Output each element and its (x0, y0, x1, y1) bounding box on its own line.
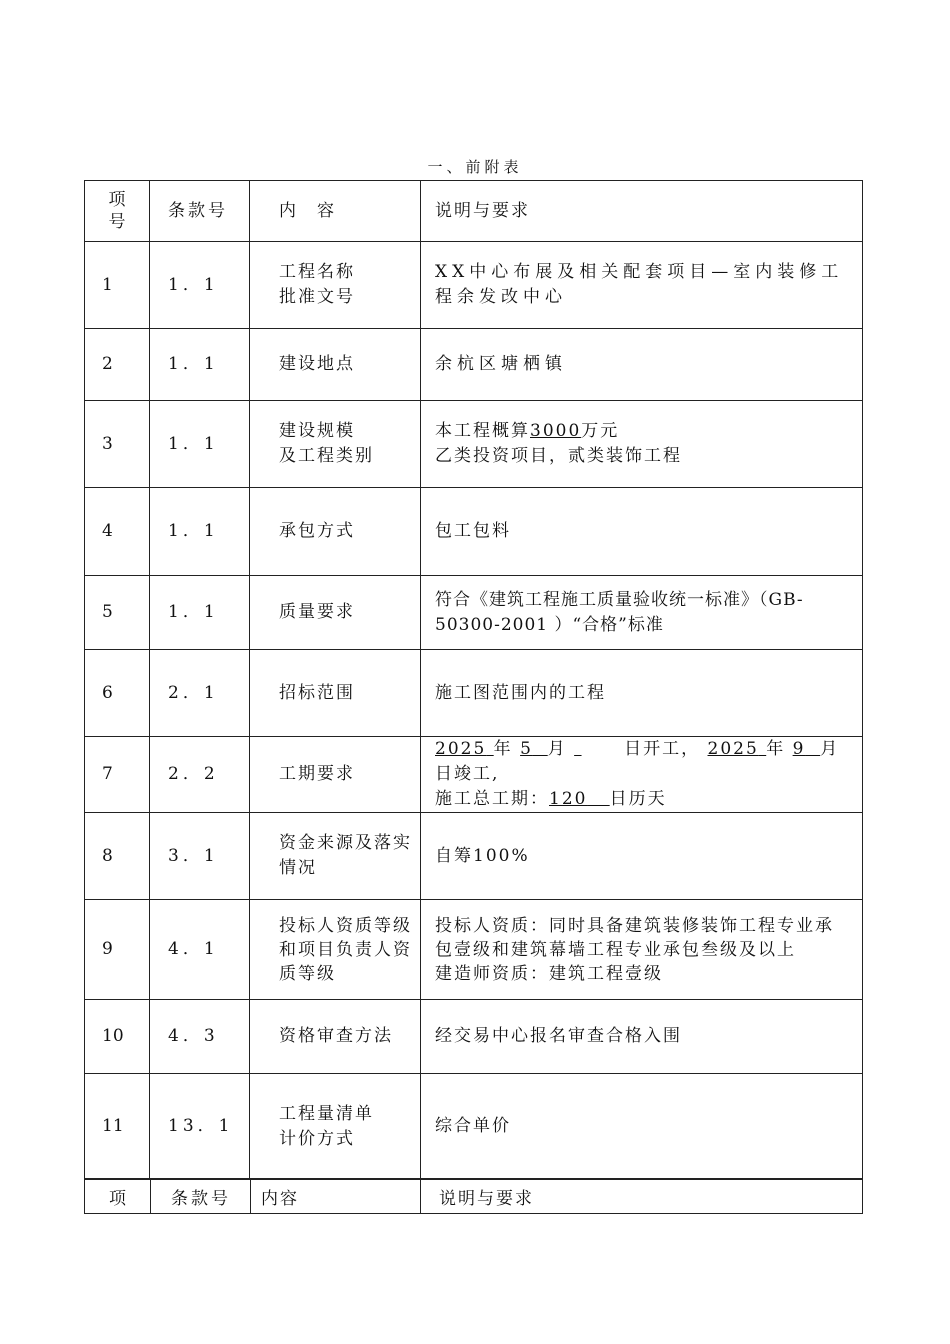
row-number: 9 (85, 900, 150, 1000)
row-description: 符合《建筑工程施工质量验收统一标准》（GB-50300-2001 ）“合格”标准 (421, 576, 863, 650)
row-clause: 1．1 (150, 488, 250, 576)
row-description: 综合单价 (421, 1074, 863, 1180)
footer-item-no: 项 (85, 1179, 151, 1214)
row-description: 余杭区塘栖镇 (421, 329, 863, 401)
row-number: 8 (85, 813, 150, 900)
row-clause: 1．1 (150, 329, 250, 401)
row-clause: 4．3 (150, 1000, 250, 1074)
table-row (85, 737, 863, 813)
page-title: 一、前附表 (427, 158, 523, 176)
row-item: 资格审查方法 (250, 1000, 421, 1074)
row-number: 1 (85, 242, 150, 329)
row-clause: 1．1 (150, 401, 250, 488)
row-clause: 1．1 (150, 576, 250, 650)
row-description: 包工包料 (421, 488, 863, 576)
table-row (85, 1074, 863, 1180)
continuation-header (84, 1178, 863, 1214)
row-item: 工程量清单 计价方式 (250, 1074, 421, 1180)
row-description: 本工程概算3000万元 乙类投资项目，贰类装饰工程 (421, 401, 863, 488)
row-number: 7 (85, 737, 150, 813)
row-item: 建设地点 (250, 329, 421, 401)
row-item: 建设规模 及工程类别 (250, 401, 421, 488)
table-row (85, 488, 863, 576)
row-clause: 13．1 (150, 1074, 250, 1180)
row-item: 招标范围 (250, 650, 421, 737)
row-description: 2025 年 5 月 日开工， 2025 年 9 月 日竣工, 施工总工期：120 日历天 (421, 737, 863, 813)
table-row (85, 242, 863, 329)
table-row (85, 576, 863, 650)
row-clause: 2．2 (150, 737, 250, 813)
footer-description: 说明与要求 (421, 1179, 863, 1214)
row-description: XX中心布展及相关配套项目—室内装修工程余发改中心 (421, 242, 863, 329)
table-row (85, 329, 863, 401)
table-row (85, 813, 863, 900)
row-clause: 4．1 (150, 900, 250, 1000)
table-header-row (85, 181, 863, 242)
row-number: 6 (85, 650, 150, 737)
footer-clause: 条款号 (151, 1179, 251, 1214)
row-description: 投标人资质：同时具备建筑装修装饰工程专业承包壹级和建筑幕墙工程专业承包叁级及以上 建造师资质：建筑工程壹级 (421, 900, 863, 1000)
row-number: 2 (85, 329, 150, 401)
budget-amount: 3000 (530, 421, 582, 441)
row-clause: 3．1 (150, 813, 250, 900)
front-table (84, 180, 863, 1180)
header-content: 内 容 (250, 181, 421, 242)
header-description: 说明与要求 (421, 181, 863, 242)
row-description: 经交易中心报名审查合格入围 (421, 1000, 863, 1074)
row-item: 投标人资质等级 和项目负责人资质等级 (250, 900, 421, 1000)
row-item: 承包方式 (250, 488, 421, 576)
row-number: 3 (85, 401, 150, 488)
row-number: 10 (85, 1000, 150, 1074)
table-row (85, 1000, 863, 1074)
row-item: 质量要求 (250, 576, 421, 650)
row-item: 工期要求 (250, 737, 421, 813)
row-item: 资金来源及落实情况 (250, 813, 421, 900)
table-row (85, 900, 863, 1000)
row-number: 11 (85, 1074, 150, 1180)
table-row (85, 401, 863, 488)
row-item: 工程名称 批准文号 (250, 242, 421, 329)
row-clause: 1．1 (150, 242, 250, 329)
row-number: 5 (85, 576, 150, 650)
row-clause: 2．1 (150, 650, 250, 737)
header-item-no: 项号 (85, 181, 150, 242)
row-description: 施工图范围内的工程 (421, 650, 863, 737)
footer-content: 内容 (251, 1179, 421, 1214)
row-description: 自筹100% (421, 813, 863, 900)
header-clause: 条款号 (150, 181, 250, 242)
table-row (85, 650, 863, 737)
row-number: 4 (85, 488, 150, 576)
